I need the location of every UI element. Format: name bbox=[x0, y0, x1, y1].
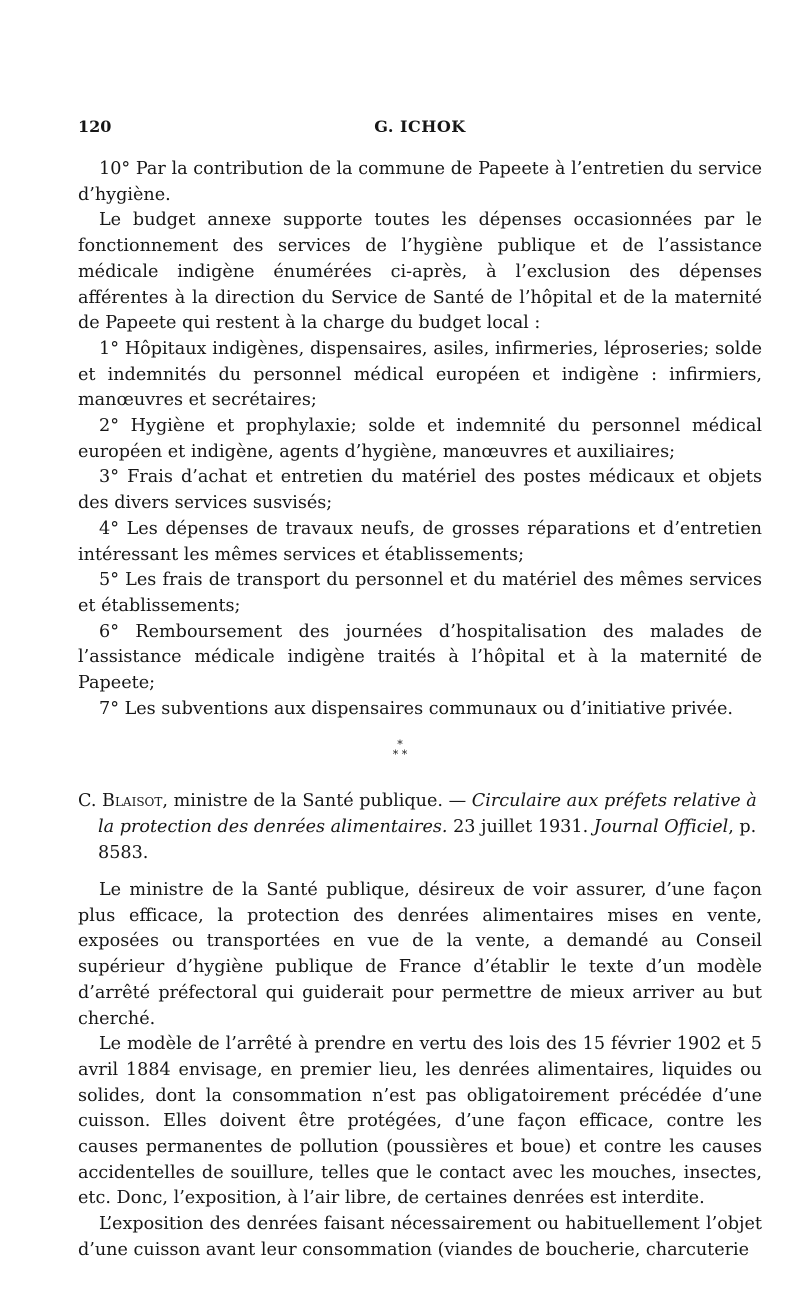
citation-initial: C. bbox=[78, 791, 97, 811]
paragraph: Le ministre de la Santé publique, désireux de voir assurer, d’une façon plus efficace, la protection des denrées alimentaires mises en vente, exposées ou transportées en vue de la vente, a demandé au Conseil supérieur d’hygiène publique de France d’établir le texte d’un modèle d’arrêté préfectoral qui guiderait pour permettre de mieux arriver au but cherché. bbox=[78, 880, 762, 1029]
citation-line bbox=[78, 788, 762, 866]
section-separator bbox=[0, 740, 800, 760]
citation-journal: Journal Officiel bbox=[593, 817, 729, 837]
separator-bottom-stars: * * bbox=[392, 748, 408, 761]
page-header bbox=[78, 117, 762, 143]
citation-date: 23 juillet 1931. bbox=[447, 817, 594, 837]
budget-section bbox=[78, 157, 762, 722]
circular-section bbox=[78, 878, 762, 1264]
paragraph: 10° Par la contribution de la commune de Papeete à l’entretien du service d’hygiène. bbox=[78, 159, 762, 205]
citation-author: Blaisot bbox=[102, 791, 163, 811]
citation-block bbox=[78, 788, 762, 866]
citation-title: Circulaire aux préfets relative à la protection des denrées alimentaires. bbox=[98, 791, 757, 837]
citation-page: , p. 8583. bbox=[98, 817, 757, 863]
running-title: G. ICHOK bbox=[374, 117, 466, 136]
list-item: 1° Hôpitaux indigènes, dispensaires, asiles, infirmeries, léproseries; solde et indemnités du personnel médical européen et indigène : infirmiers, manœuvres et secrétaires; bbox=[78, 338, 762, 411]
list-item: 2° Hygiène et prophylaxie; solde et indemnité du personnel médical européen et indigène, agents d’hygiène, manœuvres et auxiliaires; bbox=[78, 416, 762, 462]
list-item: 5° Les frais de transport du personnel et du matériel des mêmes services et établissements; bbox=[78, 570, 762, 616]
page-number: 120 bbox=[78, 117, 112, 136]
paragraph: L’exposition des denrées faisant nécessairement ou habituellement l’objet d’une cuisson avant leur consommation (viandes de boucherie, charcuterie bbox=[78, 1214, 762, 1260]
paragraph: Le modèle de l’arrêté à prendre en vertu des lois des 15 février 1902 et 5 avril 1884 envisage, en premier lieu, les denrées alimentaires, liquides ou solides, dont la consommation n’est pas obligatoirement précédée d’une cuisson. Elles doivent être protégées, d’une façon efficace, contre les causes permanentes de pollution (poussières et boue) et contre les causes accidentelles de souillure, telles que le contact avec les mouches, insectes, etc. Donc, l’exposition, à l’air libre, de certaines denrées est interdite. bbox=[78, 1034, 762, 1209]
list-item: 6° Remboursement des journées d’hospitalisation des malades de l’assistance médicale indigène traités à l’hôpital et à la maternité de Papeete; bbox=[78, 621, 762, 694]
list-item: 7° Les subventions aux dispensaires communaux ou d’initiative privée. bbox=[99, 698, 733, 719]
paragraph: Le budget annexe supporte toutes les dépenses occasionnées par le fonctionnement des services de l’hygiène publique et de l’assistance médicale indigène énumérées ci-après, à l’exclusion des dépenses afférentes à la direction du Service de Santé de l’hôpital et de la maternité de Papeete qui restent à la charge du budget local : bbox=[78, 210, 762, 334]
separator-top-star: * bbox=[397, 738, 403, 751]
citation-role: , ministre de la Santé publique. — bbox=[162, 791, 472, 811]
list-item: 4° Les dépenses de travaux neufs, de grosses réparations et d’entretien intéressant les mêmes services et établissements; bbox=[78, 518, 762, 565]
list-item: 3° Frais d’achat et entretien du matériel des postes médicaux et objets des divers services susvisés; bbox=[78, 467, 762, 514]
